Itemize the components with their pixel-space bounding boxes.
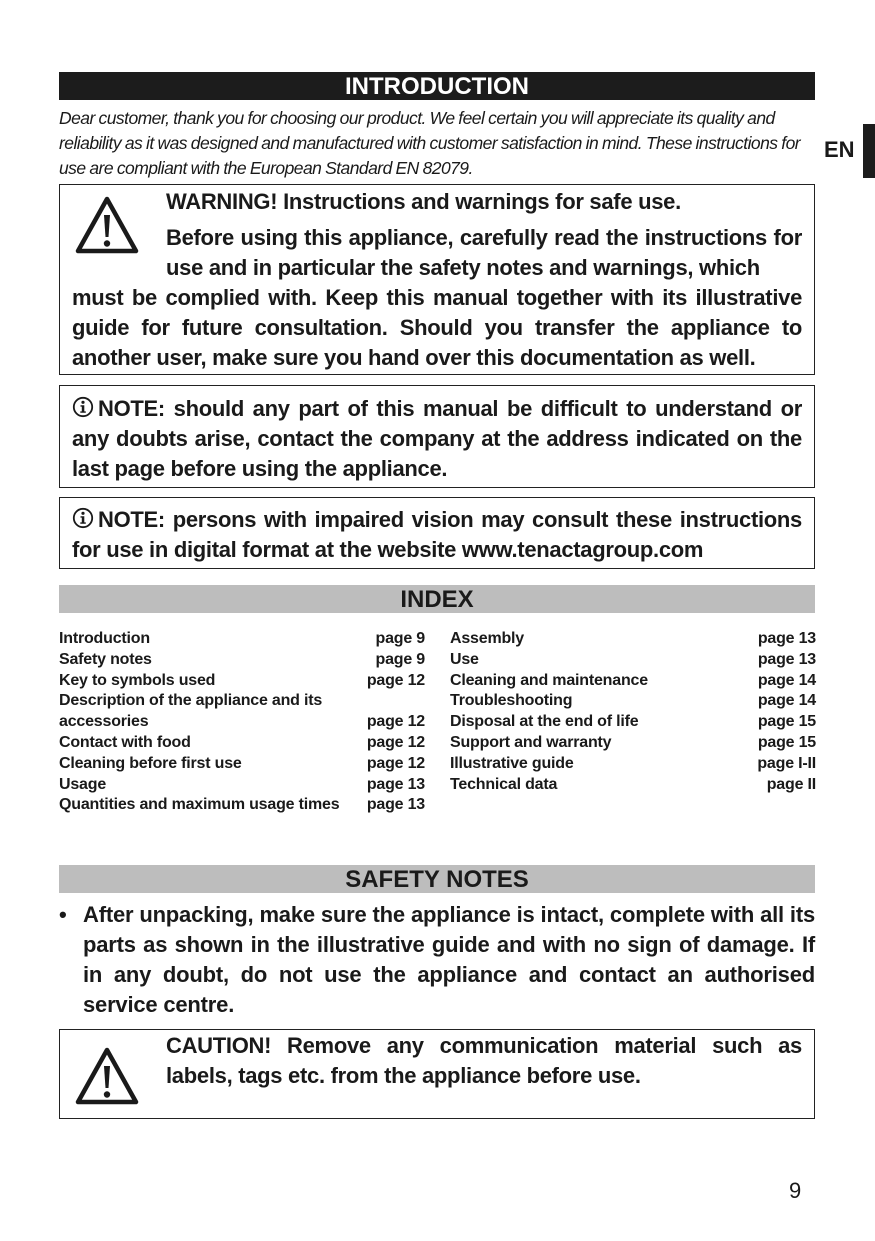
index-row <box>450 671 816 692</box>
index-page: page 14 <box>757 692 816 710</box>
index-title: INDEX <box>59 585 815 613</box>
index-page: page II <box>766 775 816 793</box>
index-page: page 12 <box>366 754 425 772</box>
warning-body-rest: must be complied with. Keep this manual together with its illustrative guide for future consultation. Should you transfer the appliance to another user, make sure you hand over this documentation as well. <box>72 285 802 370</box>
index-left-column <box>59 629 425 816</box>
index-label: Quantities and maximum usage times <box>59 796 340 814</box>
index-page: page 13 <box>366 775 425 793</box>
index-row <box>59 671 425 692</box>
index-row <box>450 754 816 775</box>
index-label: accessories <box>59 713 149 731</box>
safety-bullet-text: After unpacking, make sure the appliance is intact, complete with all its parts as shown in the illustrative guide and with no sign of damage. If in any doubt, do not use the appliance and contact an authorised service centre. <box>83 902 815 1017</box>
warning-body-lead: Before using this appliance, carefully read the instructions for use and in particular the safety notes and warnings, which <box>166 225 802 280</box>
index-page: page 15 <box>757 733 816 751</box>
index-label: Illustrative guide <box>450 754 574 772</box>
index-label: Description of the appliance and its <box>59 692 323 710</box>
index-label: Key to symbols used <box>59 671 216 689</box>
language-tag: EN <box>824 137 855 162</box>
index-label: Assembly <box>450 630 524 647</box>
index-label: Introduction <box>59 630 150 647</box>
safety-notes-title: SAFETY NOTES <box>59 865 815 893</box>
warning-box <box>59 184 815 375</box>
index-page: page 9 <box>375 650 425 668</box>
index-label: Cleaning before first use <box>59 754 242 772</box>
bullet-dot: • <box>59 902 67 927</box>
index-page: page 13 <box>757 650 816 668</box>
index-label: Technical data <box>450 775 558 793</box>
index-page: page 12 <box>366 671 425 689</box>
index-page: page 12 <box>366 713 425 731</box>
introduction-text: Dear customer, thank you for choosing our product. We feel certain you will appreciate its quality and reliability as it was designed and manufactured with customer satisfaction in mind. These instructions for use are compliant with the European Standard EN 82079. <box>59 108 801 178</box>
index-row <box>450 650 816 671</box>
note-box-2 <box>59 497 815 569</box>
index-label: Safety notes <box>59 650 152 668</box>
index-page: page I-II <box>757 754 816 772</box>
index-page: page 13 <box>757 630 816 647</box>
index-page: page 13 <box>366 796 425 814</box>
index-label: Cleaning and maintenance <box>450 671 648 689</box>
index-label: Usage <box>59 775 107 793</box>
index-row <box>450 691 816 712</box>
index-row <box>59 650 425 671</box>
index-page: page 15 <box>757 713 816 731</box>
index-row <box>450 775 816 796</box>
caution-box <box>59 1029 815 1119</box>
index-row <box>59 629 425 650</box>
info-icon <box>72 507 94 529</box>
index-page: page 9 <box>375 630 425 647</box>
warning-triangle-icon <box>74 195 140 255</box>
safety-bullet-item <box>59 900 815 1020</box>
note-2-text: NOTE: persons with impaired vision may consult these instructions for use in digital format at the website www.tenactagroup.com <box>72 507 802 562</box>
index-row <box>59 712 425 733</box>
index-label: Disposal at the end of life <box>450 713 639 731</box>
index-row <box>59 795 425 816</box>
note-box-1 <box>59 385 815 488</box>
index-row <box>450 712 816 733</box>
note-1-text: NOTE: should any part of this manual be difficult to understand or any doubts arise, contact the company at the address indicated on the last page before using the appliance. <box>72 396 802 481</box>
index-row <box>450 629 816 650</box>
index-label: Contact with food <box>59 733 191 751</box>
index-label: Use <box>450 650 479 668</box>
index-row <box>59 691 425 712</box>
introduction-title: INTRODUCTION <box>59 72 815 100</box>
page-number: 9 <box>789 1178 802 1203</box>
warning-heading: WARNING! Instructions and warnings for safe use. <box>166 189 681 214</box>
index-row <box>59 775 425 796</box>
index-row <box>59 754 425 775</box>
index-row <box>59 733 425 754</box>
caution-text: CAUTION! Remove any communication material such as labels, tags etc. from the appliance before use. <box>166 1033 802 1088</box>
index-label: Troubleshooting <box>450 692 573 710</box>
info-icon <box>72 396 94 418</box>
index-page: page 12 <box>366 733 425 751</box>
language-marker-bar <box>863 124 875 178</box>
index-page: page 14 <box>757 671 816 689</box>
warning-triangle-icon <box>74 1046 140 1106</box>
index-label: Support and warranty <box>450 733 612 751</box>
index-right-column <box>450 629 816 795</box>
index-row <box>450 733 816 754</box>
